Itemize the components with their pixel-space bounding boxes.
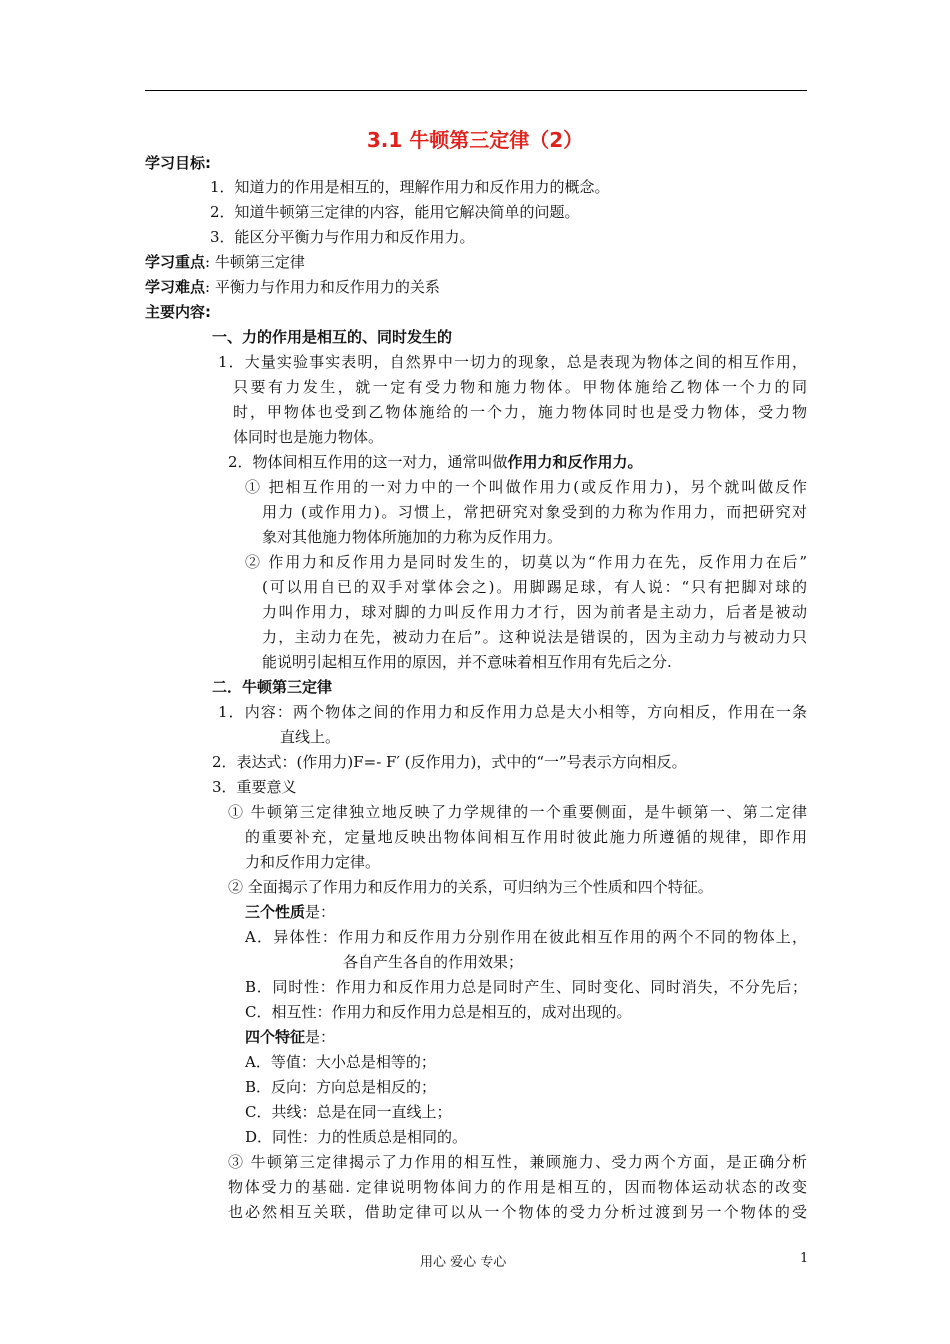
props-suffix: 是： [305,903,336,921]
s1-p2-bold: 作用力和反作用力。 [507,453,643,471]
s1-c1-line: 用力 (或作用力)。习惯上，常把研究对象受到的力称为作用力，而把研究对 [262,503,807,521]
feat-line: A．等值：大小总是相等的； [245,1053,436,1071]
s1-p1-line: 只要有力发生，就一定有受力物和施力物体。甲物体施给乙物体一个力的同 [233,378,807,396]
props-bold: 三个性质 [245,903,306,921]
page-number: 1 [800,1251,809,1266]
difficulty-text: : 平衡力与作用力和反作用力的关系 [205,278,440,296]
s1-c1-line: ① 把相互作用的一对力中的一个叫做作用力(或反作用力)，另个就叫做反作 [245,478,807,496]
s2-item: 2．表达式：(作用力)F=- F′ (反作用力)，式中的“一”号表示方向相反。 [212,753,687,771]
s2-m1-line: 的重要补充，定量地反映出物体间相互作用时彼此施力所遵循的规律，即作用 [245,828,807,846]
feats-suffix: 是： [305,1028,336,1046]
s1-c2-line: 力，主动力在先，被动力在后”。这种说法是错误的，因为主动力与被动力只 [262,628,807,646]
s2-m3-line: 也必然相互关联，借助定律可以从一个物体的受力分析过渡到另一个物体的受 [228,1203,807,1221]
prop-line: A．异体性：作用力和反作用力分别作用在彼此相互作用的两个不同的物体上， [245,928,807,946]
s1-p2-prefix: 2．物体间相互作用的这一对力，通常叫做 [228,453,508,471]
s2-item: 3．重要意义 [212,778,297,796]
s2-item-line: 1．内容：两个物体之间的作用力和反作用力总是大小相等，方向相反，作用在一条 [218,703,807,721]
difficulty-label: 学习难点 [145,278,206,296]
page-title: 3.1 牛顿第三定律（2） [366,128,584,152]
section2-heading: 二．牛顿第三定律 [212,678,333,696]
prop-line: B．同时性：作用力和反作用力总是同时产生、同时变化、同时消失，不分先后； [245,978,807,996]
focus-line [145,251,305,273]
focus-label: 学习重点 [145,253,206,271]
s1-c2-line: 能说明引起相互作用的原因，并不意味着相互作用有先后之分. [262,653,672,671]
s1-p2 [228,451,643,473]
s2-m2: ② 全面揭示了作用力和反作用力的关系，可归纳为三个性质和四个特征。 [228,878,713,896]
s2-m3-line: ③ 牛顿第三定律揭示了力作用的相互性，兼顾施力、受力两个方面，是正确分析 [228,1153,807,1171]
goal-item: 3．能区分平衡力与作用力和反作用力。 [210,228,475,246]
s1-p1-line: 时，甲物体也受到乙物体施给的一个力，施力物体同时也是受力物体，受力物 [233,403,807,421]
feat-line: C．共线：总是在同一直线上； [245,1103,452,1121]
goal-item: 1．知道力的作用是相互的，理解作用力和反作用力的概念。 [210,178,610,196]
s1-c2-line: ② 作用力和反作用力是同时发生的，切莫以为“作用力在先，反作用力在后” [245,553,807,571]
s1-c2-line: (可以用自已的双手对掌体会之)。用脚踢足球，有人说：“只有把脚对球的 [262,578,807,596]
feat-line: D．同性：力的性质总是相同的。 [245,1128,468,1146]
goals-label: 学习目标: [145,154,211,172]
s1-p1-line: 体同时也是施力物体。 [233,428,384,446]
s1-c2-line: 力叫作用力，球对脚的力叫反作用力才行，因为前者是主动力，后者是被动 [262,603,807,621]
s2-m3-line: 物体受力的基础. 定律说明物体间力的作用是相互的，因而物体运动状态的改变 [228,1178,807,1196]
s2-m1-line: 力和反作用力定律。 [245,853,381,871]
section1-heading: 一、力的作用是相互的、同时发生的 [212,328,453,346]
content-label: 主要内容: [145,303,211,321]
header-rule [145,90,807,91]
s2-item-line: 直线上。 [280,728,341,746]
focus-text: : 牛顿第三定律 [205,253,305,271]
feats-bold: 四个特征 [245,1028,306,1046]
feat-line: B．反向：方向总是相反的； [245,1078,437,1096]
s1-c1-line: 象对其他施力物体所施加的力称为反作用力。 [262,528,563,546]
props-heading [245,901,335,923]
goal-item: 2．知道牛顿第三定律的内容，能用它解决简单的问题。 [210,203,580,221]
s1-p1-line: 1．大量实验事实表明，自然界中一切力的现象，总是表现为物体之间的相互作用， [218,353,807,371]
difficulty-line [145,276,440,298]
feats-heading [245,1026,335,1048]
prop-line: 各自产生各自的作用效果； [343,953,524,971]
prop-line: C．相互性：作用力和反作用力总是相互的，成对出现的。 [245,1003,632,1021]
s2-m1-line: ① 牛顿第三定律独立地反映了力学规律的一个重要侧面，是牛顿第一、第二定律 [228,803,807,821]
footer-center: 用心 爱心 专心 [420,1255,507,1270]
